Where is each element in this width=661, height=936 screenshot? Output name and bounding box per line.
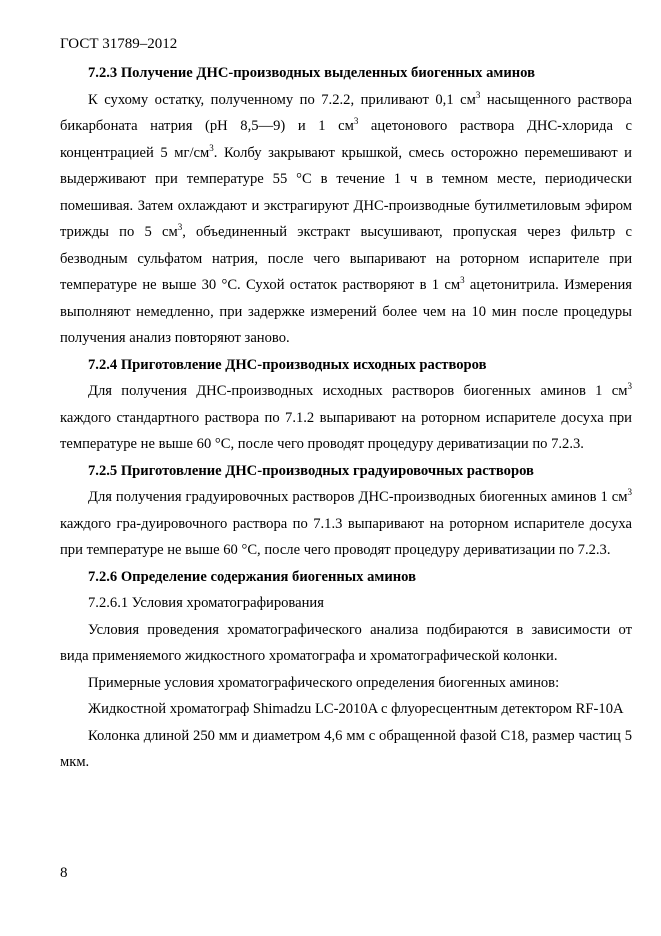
superscript: 3 bbox=[475, 89, 481, 100]
superscript: 3 bbox=[177, 222, 183, 232]
paragraph-7-2-3 bbox=[60, 87, 632, 352]
text-run: ацетонитрила. Измерения выполняют немедленно, при задержке измерений более чем на 10 мин после процедуры получения анализ повторяют заново. bbox=[60, 277, 633, 346]
text-run: Для получения градуировочных растворов ДНС-производных биогенных аминов 1 см bbox=[88, 489, 628, 505]
paragraph-7-2-4 bbox=[60, 378, 632, 458]
text-run: К сухому остатку, полученному по 7.2.2, приливают 0,1 см bbox=[88, 91, 476, 108]
text-run: Для получения ДНС-производных исходных растворов биогенных аминов 1 см bbox=[88, 383, 628, 399]
superscript: 3 bbox=[460, 275, 465, 285]
section-title-7-2-5: 7.2.5 Приготовление ДНС-производных градуировочных растворов bbox=[88, 462, 534, 479]
section-title-7-2-4: 7.2.4 Приготовление ДНС-производных исходных растворов bbox=[88, 356, 487, 373]
standard-header: ГОСТ 31789–2012 bbox=[60, 36, 178, 52]
paragraph-7-2-5 bbox=[60, 484, 632, 564]
paragraph-example-conditions: Примерные условия хроматографического определения биогенных аминов: bbox=[88, 674, 560, 691]
text-run: , объединенный экстракт высушивают, пропуская через фильтр с безводным сульфатом натрия, после чего выпаривают на роторном испарителе при температуре не выше 30 °С. Сухой остаток растворяют в 1 см bbox=[60, 224, 632, 293]
superscript: 3 bbox=[627, 487, 632, 497]
superscript: 3 bbox=[353, 116, 359, 126]
section-title-7-2-6: 7.2.6 Определение содержания биогенных аминов bbox=[88, 568, 416, 585]
page-number: 8 bbox=[60, 865, 68, 881]
text-run: . Колбу закрывают крышкой, смесь осторожно перемешивают и выдерживают при температуре 55 °С в течение 1 ч в темном месте, периодически помешивая. Затем охлаждают и экстрагируют ДНС-производные бутилметиловым эфиром трижды по 5 см bbox=[60, 144, 632, 240]
text-run: каждого гра-дуировочного раствора по 7.1.3 выпаривают на роторном испарителе досуха при температуре не выше 60 °С, после чего проводят процедуру дериватизации по 7.2.3. bbox=[60, 515, 632, 558]
paragraph-chromatograph: Жидкостной хроматограф Shimadzu LC-2010A с флуоресцентным детектором RF-10A bbox=[88, 701, 624, 717]
paragraph-conditions: Условия проведения хроматографического анализа подбираются в зависимости от вида применяемого жидкостного хроматографа и хроматографической колонки. bbox=[60, 621, 632, 664]
superscript: 3 bbox=[209, 142, 214, 153]
section-title-7-2-3: 7.2.3 Получение ДНС-производных выделенных биогенных аминов bbox=[88, 65, 535, 81]
superscript: 3 bbox=[627, 381, 632, 391]
text-run: ацетонового раствора ДНС-хлорида с концентрацией 5 мг/см bbox=[60, 118, 632, 161]
subsection-7-2-6-1: 7.2.6.1 Условия хроматографирования bbox=[88, 595, 324, 611]
text-run: насыщенного раствора бикарбоната натрия (рН 8,5—9) и 1 см bbox=[60, 91, 632, 134]
paragraph-column: Колонка длиной 250 мм и диаметром 4,6 мм с обращенной фазой С18, размер частиц 5 мкм. bbox=[60, 727, 632, 770]
text-run: каждого стандартного раствора по 7.1.2 выпаривают на роторном испарителе досуха при температуре не выше 60 °С, после чего проводят процедуру дериватизации по 7.2.3. bbox=[60, 409, 632, 452]
document-content bbox=[60, 60, 632, 776]
